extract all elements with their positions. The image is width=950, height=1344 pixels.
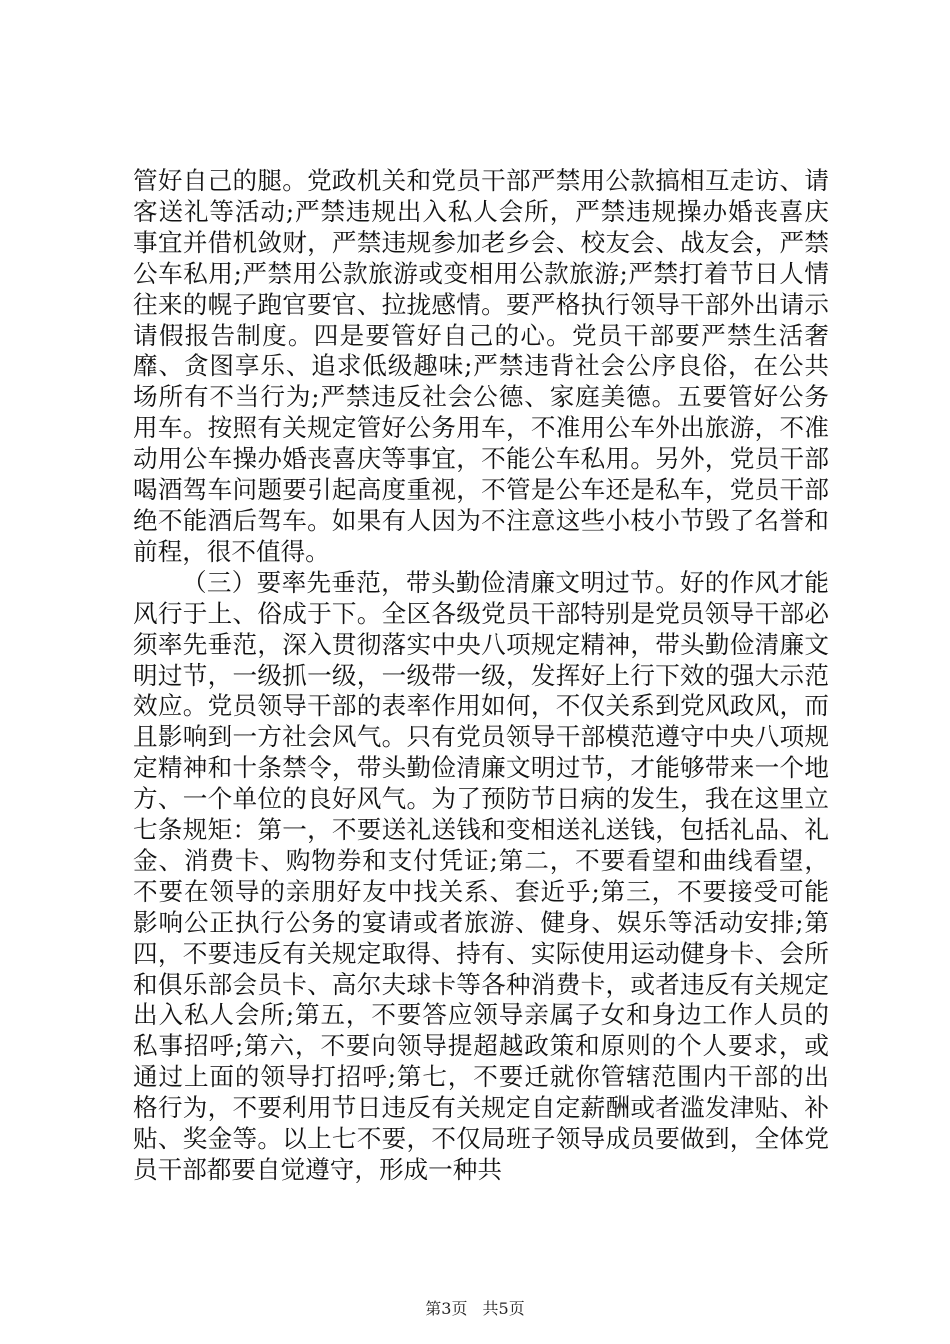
page-number: 第3页 [425, 1299, 468, 1318]
page-footer [0, 1296, 950, 1319]
page-total: 共5页 [482, 1299, 525, 1318]
document-body [133, 166, 829, 1186]
body-paragraph: 管好自己的腿。党政机关和党员干部严禁用公款搞相互走访、请客送礼等活动;严禁违规出入私人会所，严禁违规操办婚丧喜庆事宜并借机敛财，严禁违规参加老乡会、校友会、战友会，严禁公车私用;严禁用公款旅游或变相用公款旅游;严禁打着节日人情往来的幌子跑官要官、拉拢感情。要严格执行领导干部外出请示请假报告制度。四是要管好自己的心。党员干部要严禁生活奢靡、贪图享乐、追求低级趣味;严禁违背社会公序良俗，在公共场所有不当行为;严禁违反社会公德、家庭美德。五要管好公务用车。按照有关规定管好公务用车，不准用公车外出旅游，不准动用公车操办婚丧喜庆等事宜，不能公车私用。另外，党员干部喝酒驾车问题要引起高度重视，不管是公车还是私车，党员干部绝不能酒后驾车。如果有人因为不注意这些小枝小节毁了名誉和前程，很不值得。 [133, 166, 829, 566]
body-paragraph-section-three: （三）要率先垂范，带头勤俭清廉文明过节。好的作风才能风行于上、俗成于下。全区各级党员干部特别是党员领导干部必须率先垂范，深入贯彻落实中央八项规定精神，带头勤俭清廉文明过节，一级抓一级，一级带一级，发挥好上行下效的强大示范效应。党员领导干部的表率作用如何，不仅关系到党风政风，而且影响到一方社会风气。只有党员领导干部模范遵守中央八项规定精神和十条禁令，带头勤俭清廉文明过节，才能够带来一个地方、一个单位的良好风气。为了预防节日病的发生，我在这里立七条规矩：第一，不要送礼送钱和变相送礼送钱，包括礼品、礼金、消费卡、购物券和支付凭证;第二，不要看望和曲线看望，不要在领导的亲朋好友中找关系、套近乎;第三，不要接受可能影响公正执行公务的宴请或者旅游、健身、娱乐等活动安排;第四，不要违反有关规定取得、持有、实际使用运动健身卡、会所和俱乐部会员卡、高尔夫球卡等各种消费卡，或者违反有关规定出入私人会所;第五，不要答应领导亲属子女和身边工作人员的私事招呼;第六，不要向领导提超越政策和原则的个人要求，或通过上面的领导打招呼;第七，不要迁就你管辖范围内干部的出格行为，不要利用节日违反有关规定自定薪酬或者滥发津贴、补贴、奖金等。以上七不要，不仅局班子领导成员要做到，全体党员干部都要自觉遵守，形成一种共 [133, 567, 829, 1184]
